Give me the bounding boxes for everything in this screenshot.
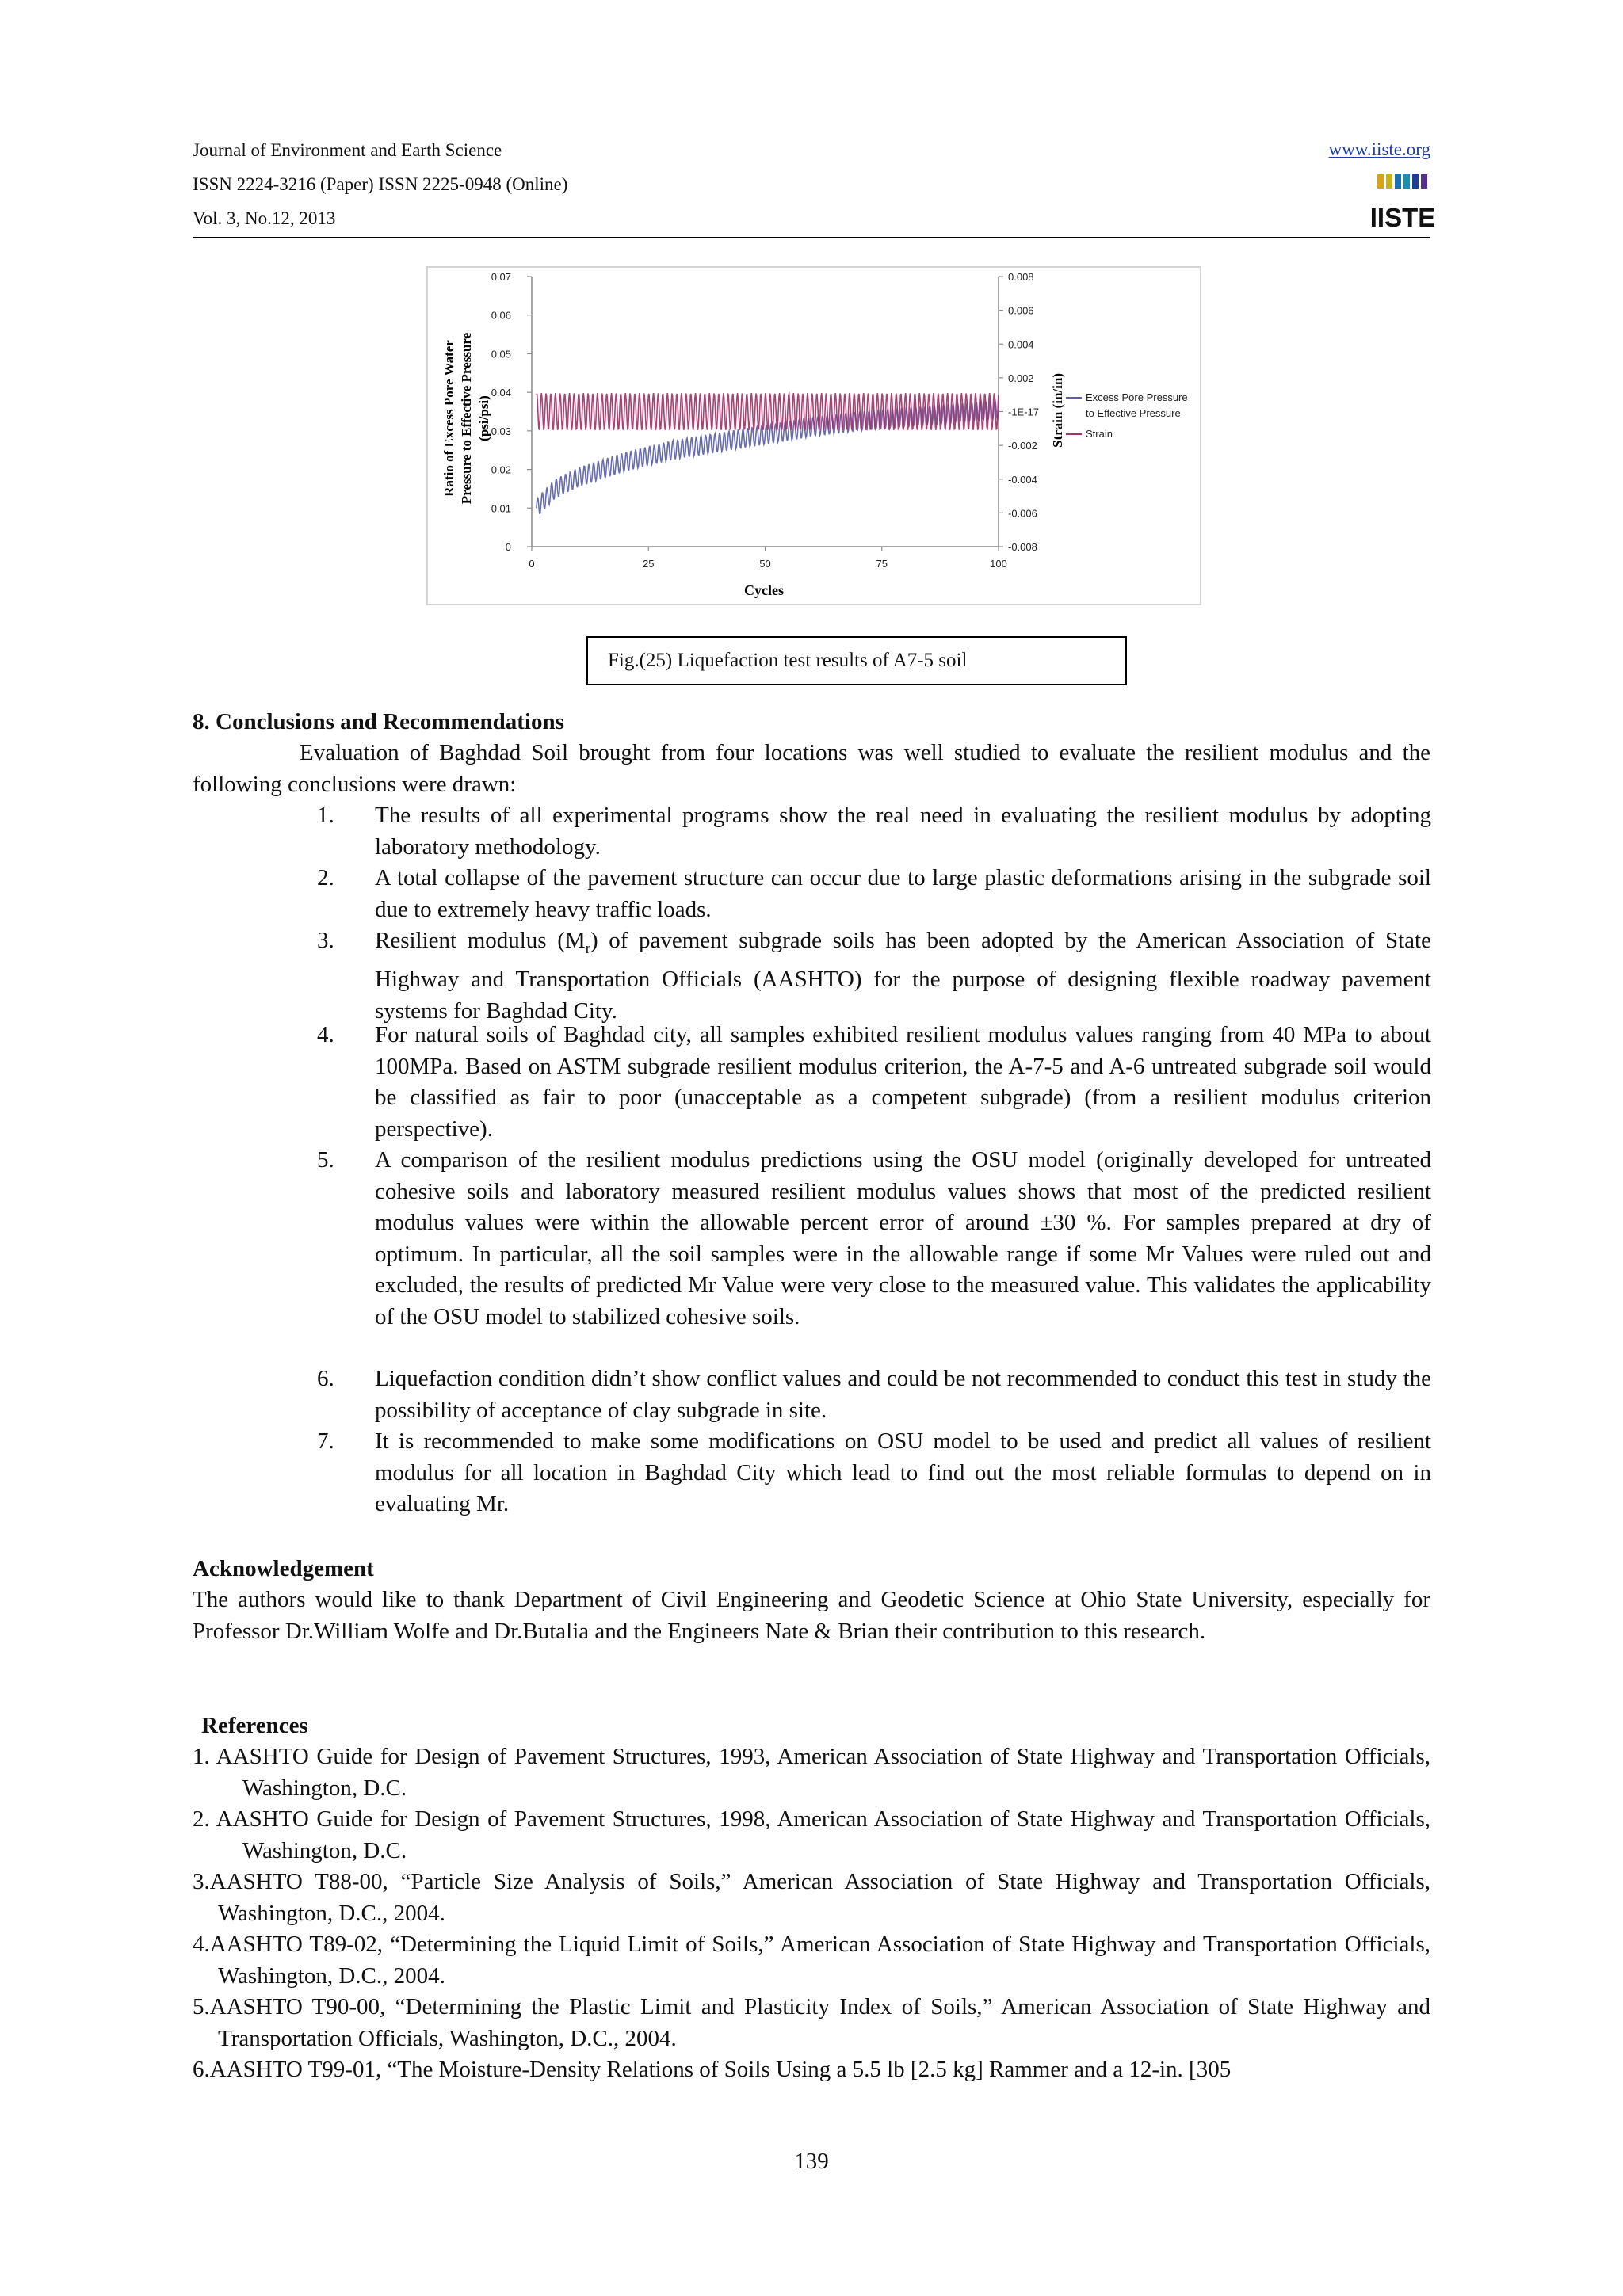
item-text: The results of all experimental programs show the real need in evaluating the resilient modulus by adopting laboratory methodology. (375, 803, 1431, 860)
x-tick-label: 25 (643, 558, 655, 570)
x-axis-title: Cycles (744, 582, 784, 598)
conclusion-item (317, 1426, 1431, 1520)
legend-label: Strain (1086, 428, 1113, 440)
item-number: 2. (317, 865, 334, 891)
x-tick-label: 50 (759, 558, 771, 570)
conclusion-item (317, 1020, 1431, 1145)
right-tick-label: 0.002 (1008, 372, 1034, 384)
left-axis-title-line1: Ratio of Excess Pore Water (441, 340, 456, 497)
website-link[interactable]: www.iiste.org (1328, 139, 1430, 159)
figure-caption: Fig.(25) Liquefaction test results of A7-5 soil (586, 636, 1127, 685)
conclusion-item (317, 925, 1431, 1027)
item-text: Liquefaction condition didn’t show conflict values and could be not recommended to conduct this test in study the possibility of acceptance of clay subgrade in site. (375, 1366, 1431, 1423)
conclusion-item (317, 1145, 1431, 1333)
item-number: 3. (317, 928, 334, 953)
chart-frame (426, 266, 1201, 605)
right-tick-label: 0.008 (1008, 271, 1034, 283)
logo-text: IISTE (1369, 203, 1436, 232)
item-number: 5. (317, 1147, 334, 1173)
conclusions-heading: 8. Conclusions and Recommendations (193, 709, 564, 734)
volume: Vol. 3, No.12, 2013 (193, 208, 336, 228)
right-tick-label: -0.002 (1008, 440, 1037, 452)
legend (1066, 391, 1188, 440)
conclusions-intro: Evaluation of Baghdad Soil brought from four locations was well studied to evaluate the resilient modulus and the following conclusions were drawn: (193, 740, 1430, 797)
item-text-sub: r (585, 940, 590, 957)
item-number: 7. (317, 1428, 334, 1454)
right-tick-label: -0.006 (1008, 507, 1037, 520)
legend-label: to Effective Pressure (1086, 407, 1181, 419)
journal-name: Journal of Environment and Earth Science (193, 140, 502, 160)
item-number: 6. (317, 1366, 334, 1391)
right-tick-label: 0.004 (1008, 338, 1034, 351)
left-axis-title-line2: Pressure to Effective Pressure (459, 332, 474, 505)
conclusion-item (317, 863, 1431, 925)
item-text: A comparison of the resilient modulus predictions using the OSU model (originally developed for untreated cohesive soils and laboratory measured resilient modulus values shows that most of the predicted resilient modulus values were within the allowable percent error of around ±30 %. For samples prepared at dry of optimum. In particular, all the soil samples were in the allowable range if some Mr Values were ruled out and excluded, the results of predicted Mr Value were very close to the measured value. This validates the applicability of the OSU model to stabilized cohesive soils. (375, 1147, 1431, 1329)
left-axis-title (441, 332, 491, 504)
acknowledgement-heading: Acknowledgement (193, 1556, 374, 1581)
right-tick-label: -0.004 (1008, 473, 1037, 486)
item-text: A total collapse of the pavement structure can occur due to large plastic deformations arising in the subgrade soil due to extremely heavy traffic loads. (375, 865, 1431, 922)
right-axis-title: Strain (in/in) (1050, 373, 1065, 448)
left-tick-label: 0.05 (491, 348, 511, 360)
conclusion-item (317, 1363, 1431, 1426)
right-tick-label: -0.008 (1008, 541, 1037, 553)
x-tick-label: 100 (990, 558, 1007, 570)
item-text (375, 925, 1431, 1027)
left-tick-label: 0.04 (491, 387, 511, 399)
acknowledgement-text: The authors would like to thank Department of Civil Engineering and Geodetic Science at Ohio State University, especially for Professor Dr.William Wolfe and Dr.Butalia and the Engineers Nate & Brian their contribution to this research. (193, 1587, 1430, 1644)
references-heading: References (201, 1713, 308, 1738)
page-number: 139 (794, 2149, 829, 2174)
reference-item: 4.AASHTO T89-02, “Determining the Liquid Limit of Soils,” American Association of State Highway and Transportation Officials, Washington, D.C., 2004. (193, 1932, 1430, 1989)
reference-item: 1. AASHTO Guide for Design of Pavement Structures, 1993, American Association of State Highway and Transportation Officials, Washington, D.C. (193, 1744, 1430, 1801)
conclusion-item (317, 800, 1431, 863)
x-tick-label: 75 (876, 558, 888, 570)
item-text: For natural soils of Baghdad city, all samples exhibited resilient modulus values ranging from 40 MPa to about 100MPa. Based on ASTM subgrade resilient modulus criterion, the A-7-5 and A-6 untreated subgrade soil would be classified as fair to poor (unacceptable as a competent subgrade) (from a resilient modulus criterion perspective). (375, 1022, 1431, 1142)
reference-item: 6.AASHTO T99-01, “The Moisture-Density Relations of Soils Using a 5.5 lb [2.5 kg] Rammer and a 12-in. [305 (193, 2057, 1232, 2082)
right-tick-label: -1E-17 (1008, 406, 1040, 418)
left-tick-label: 0.07 (491, 271, 511, 283)
item-number: 4. (317, 1022, 334, 1047)
liquefaction-chart (428, 268, 1200, 604)
right-tick-label: 0.006 (1008, 304, 1034, 317)
item-text-pre: Resilient modulus (M (375, 928, 586, 953)
reference-item: 3.AASHTO T88-00, “Particle Size Analysis of Soils,” American Association of State Highway and Transportation Officials, Washington, D.C., 2004. (193, 1869, 1430, 1926)
reference-item: 2. AASHTO Guide for Design of Pavement Structures, 1998, American Association of State Highway and Transportation Officials, Washington, D.C. (193, 1806, 1430, 1863)
plot-area (491, 271, 1039, 570)
left-tick-label: 0.01 (491, 502, 511, 515)
header-rule (193, 237, 1430, 238)
legend-label: Excess Pore Pressure (1086, 391, 1188, 403)
left-tick-label: 0 (505, 541, 511, 553)
item-number: 1. (317, 803, 334, 828)
item-text-post: ) of pavement subgrade soils has been adopted by the American Association of State Highway and Transportation Officials (AASHTO) for the purpose of designing flexible roadway pavement systems for Baghdad City. (375, 928, 1431, 1024)
left-axis-title-line3: (psi/psi) (476, 395, 491, 441)
left-tick-label: 0.03 (491, 425, 511, 437)
item-text: It is recommended to make some modifications on OSU model to be used and predict all values of resilient modulus for all location in Baghdad City which lead to find out the most reliable formulas to depend on in evaluating Mr. (375, 1428, 1431, 1516)
left-tick-label: 0.06 (491, 309, 511, 322)
x-tick-label: 0 (529, 558, 535, 570)
left-tick-label: 0.02 (491, 463, 511, 476)
iiste-logo (1369, 173, 1436, 232)
reference-item: 5.AASHTO T90-00, “Determining the Plastic Limit and Plasticity Index of Soils,” American Association of State Highway and Transportation Officials, Washington, D.C., 2004. (193, 1994, 1430, 2051)
issn: ISSN 2224-3216 (Paper) ISSN 2225-0948 (Online) (193, 174, 568, 194)
